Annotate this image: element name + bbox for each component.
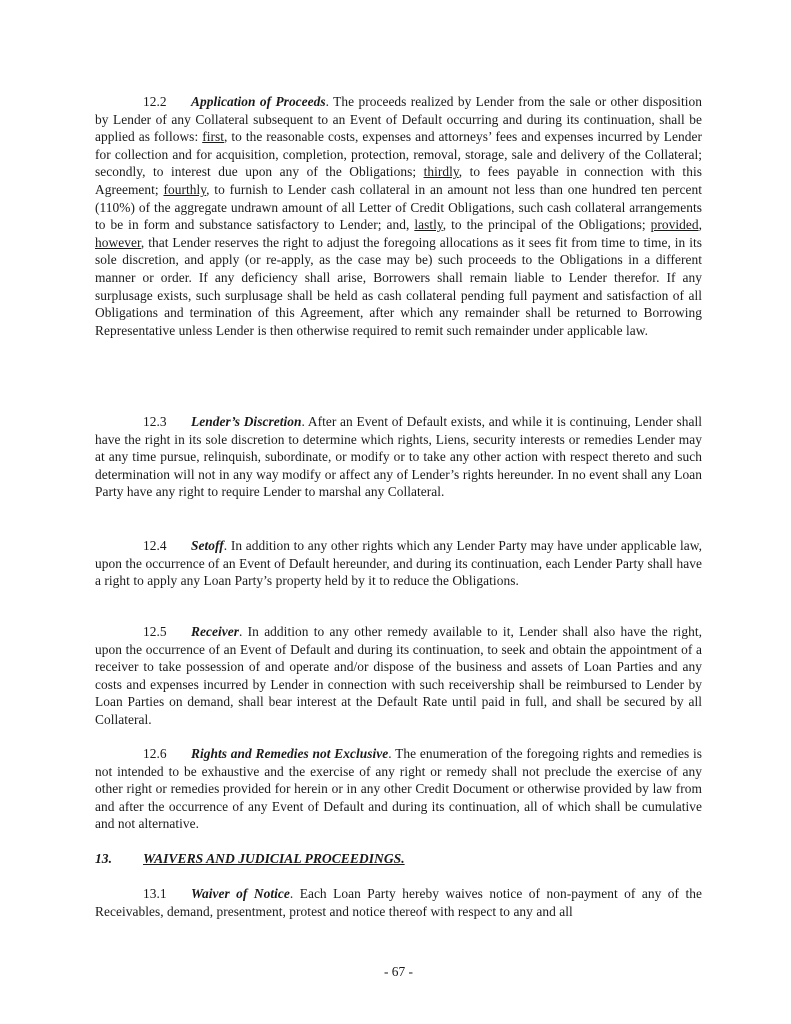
body-text: , [698, 217, 702, 233]
article-heading [95, 851, 405, 867]
body-text: . After an Event of Default exists, and while it is continuing, Lender shall have the right in its sole discretion to determine which rights, Liens, security interests or remedies Lender may at any time pursue, relinquish, subordinate, or modify or to take any other action with respect thereto and such determination will not in any way modify or affect any of Lender’s rights hereunder. In no event shall any Loan Party have any right to require Lender to marshal any Collateral. [95, 414, 702, 500]
section-title: Lender’s Discretion [191, 414, 302, 429]
article-number: 13. [95, 851, 112, 866]
section-title: Receiver [191, 624, 239, 639]
section-number: 12.6 [143, 746, 167, 761]
section-12-6 [95, 745, 702, 833]
section-body [95, 94, 702, 338]
underlined-term: fourthly [163, 181, 207, 197]
section-title: Application of Proceeds [191, 94, 326, 109]
section-13-1 [95, 885, 702, 920]
body-text: , to the reasonable costs, expenses and attorneys’ fees and expenses incurred by Lender for collection and for acquisition, completion, protection, removal, storage, sale and delivery of the Collateral; secondly, to interest due upon any of the Obligations; [95, 129, 702, 180]
section-number: 12.3 [143, 414, 167, 429]
article-title: WAIVERS AND JUDICIAL PROCEEDINGS. [143, 851, 405, 866]
section-number: 12.2 [143, 94, 167, 109]
section-number: 13.1 [143, 886, 167, 901]
underlined-term: lastly [414, 217, 443, 233]
body-text: . The proceeds realized by Lender from the sale or other disposition by Lender of any Collateral subsequent to an Event of Default occurring and during its continuation, shall be applied as follows: [95, 94, 702, 145]
section-12-2 [95, 93, 702, 339]
section-title: Setoff [191, 538, 224, 553]
section-number: 12.4 [143, 538, 167, 553]
body-text: , to furnish to Lender cash collateral in an amount not less than one hundred ten percent (110%) of the aggregate undrawn amount of all Letter of Credit Obligations, such cash collateral arrangements to be in form and substance satisfactory to Lender; and, [95, 181, 702, 233]
underlined-term: thirdly [423, 164, 459, 180]
underlined-term: provided [650, 217, 699, 233]
section-title: Rights and Remedies not Exclusive [191, 746, 389, 761]
page-number: - 67 - [383, 964, 413, 979]
body-text: . In addition to any other rights which any Lender Party may have under applicable law, upon the occurrence of an Event of Default hereunder, and during its continuation, each Lender Party shall have a right to apply any Loan Party’s property held by it to reduce the Obligations. [95, 538, 702, 589]
body-text: , to the principal of the Obligations; [442, 217, 651, 233]
section-12-3 [95, 413, 702, 501]
body-text: . Each Loan Party hereby waives notice of non-payment of any of the Receivables, demand, presentment, protest and notice thereof with respect to any and all [95, 886, 702, 919]
body-text: . In addition to any other remedy available to it, Lender shall also have the right, upon the occurrence of an Event of Default and during its continuation, to seek and obtain the appointment of a receiver to take possession of and operate and/or dispose of the business and assets of Loan Parties and any costs and expenses incurred by Lender in connection with such receivership shall be reimbursed to Lender by Loan Parties on demand, shall bear interest at the Default Rate until paid in full, and shall be secured by all Collateral. [95, 624, 702, 727]
underlined-term: however [95, 234, 141, 250]
section-title: Waiver of Notice [191, 886, 290, 901]
section-12-5 [95, 623, 702, 729]
body-text: , that Lender reserves the right to adjust the foregoing allocations as it sees fit from time to time, in its sole discretion, and apply (or re-apply, as the case may be) such proceeds to the Obligations in a different manner or order. If any deficiency shall arise, Borrowers shall remain liable to Lender therefor. If any surplusage exists, such surplusage shall be held as cash collateral pending full payment and satisfaction of all Obligations and termination of this Agreement, after which any remainder shall be returned to Borrowing Representative unless Lender is then otherwise required to remit such remainder under applicable law. [95, 234, 702, 338]
section-12-4 [95, 537, 702, 590]
body-text: , to fees payable in connection with this Agreement; [95, 164, 702, 197]
section-number: 12.5 [143, 624, 167, 639]
body-text: . The enumeration of the foregoing rights and remedies is not intended to be exhaustive and the exercise of any right or remedy shall not preclude the exercise of any other right or remedies provided for herein or in any other Credit Document or otherwise provided by law from and after the occurrence of any Event of Default and during its continuation, all of which shall be cumulative and not alternative. [95, 746, 702, 832]
underlined-term: first [202, 129, 225, 145]
